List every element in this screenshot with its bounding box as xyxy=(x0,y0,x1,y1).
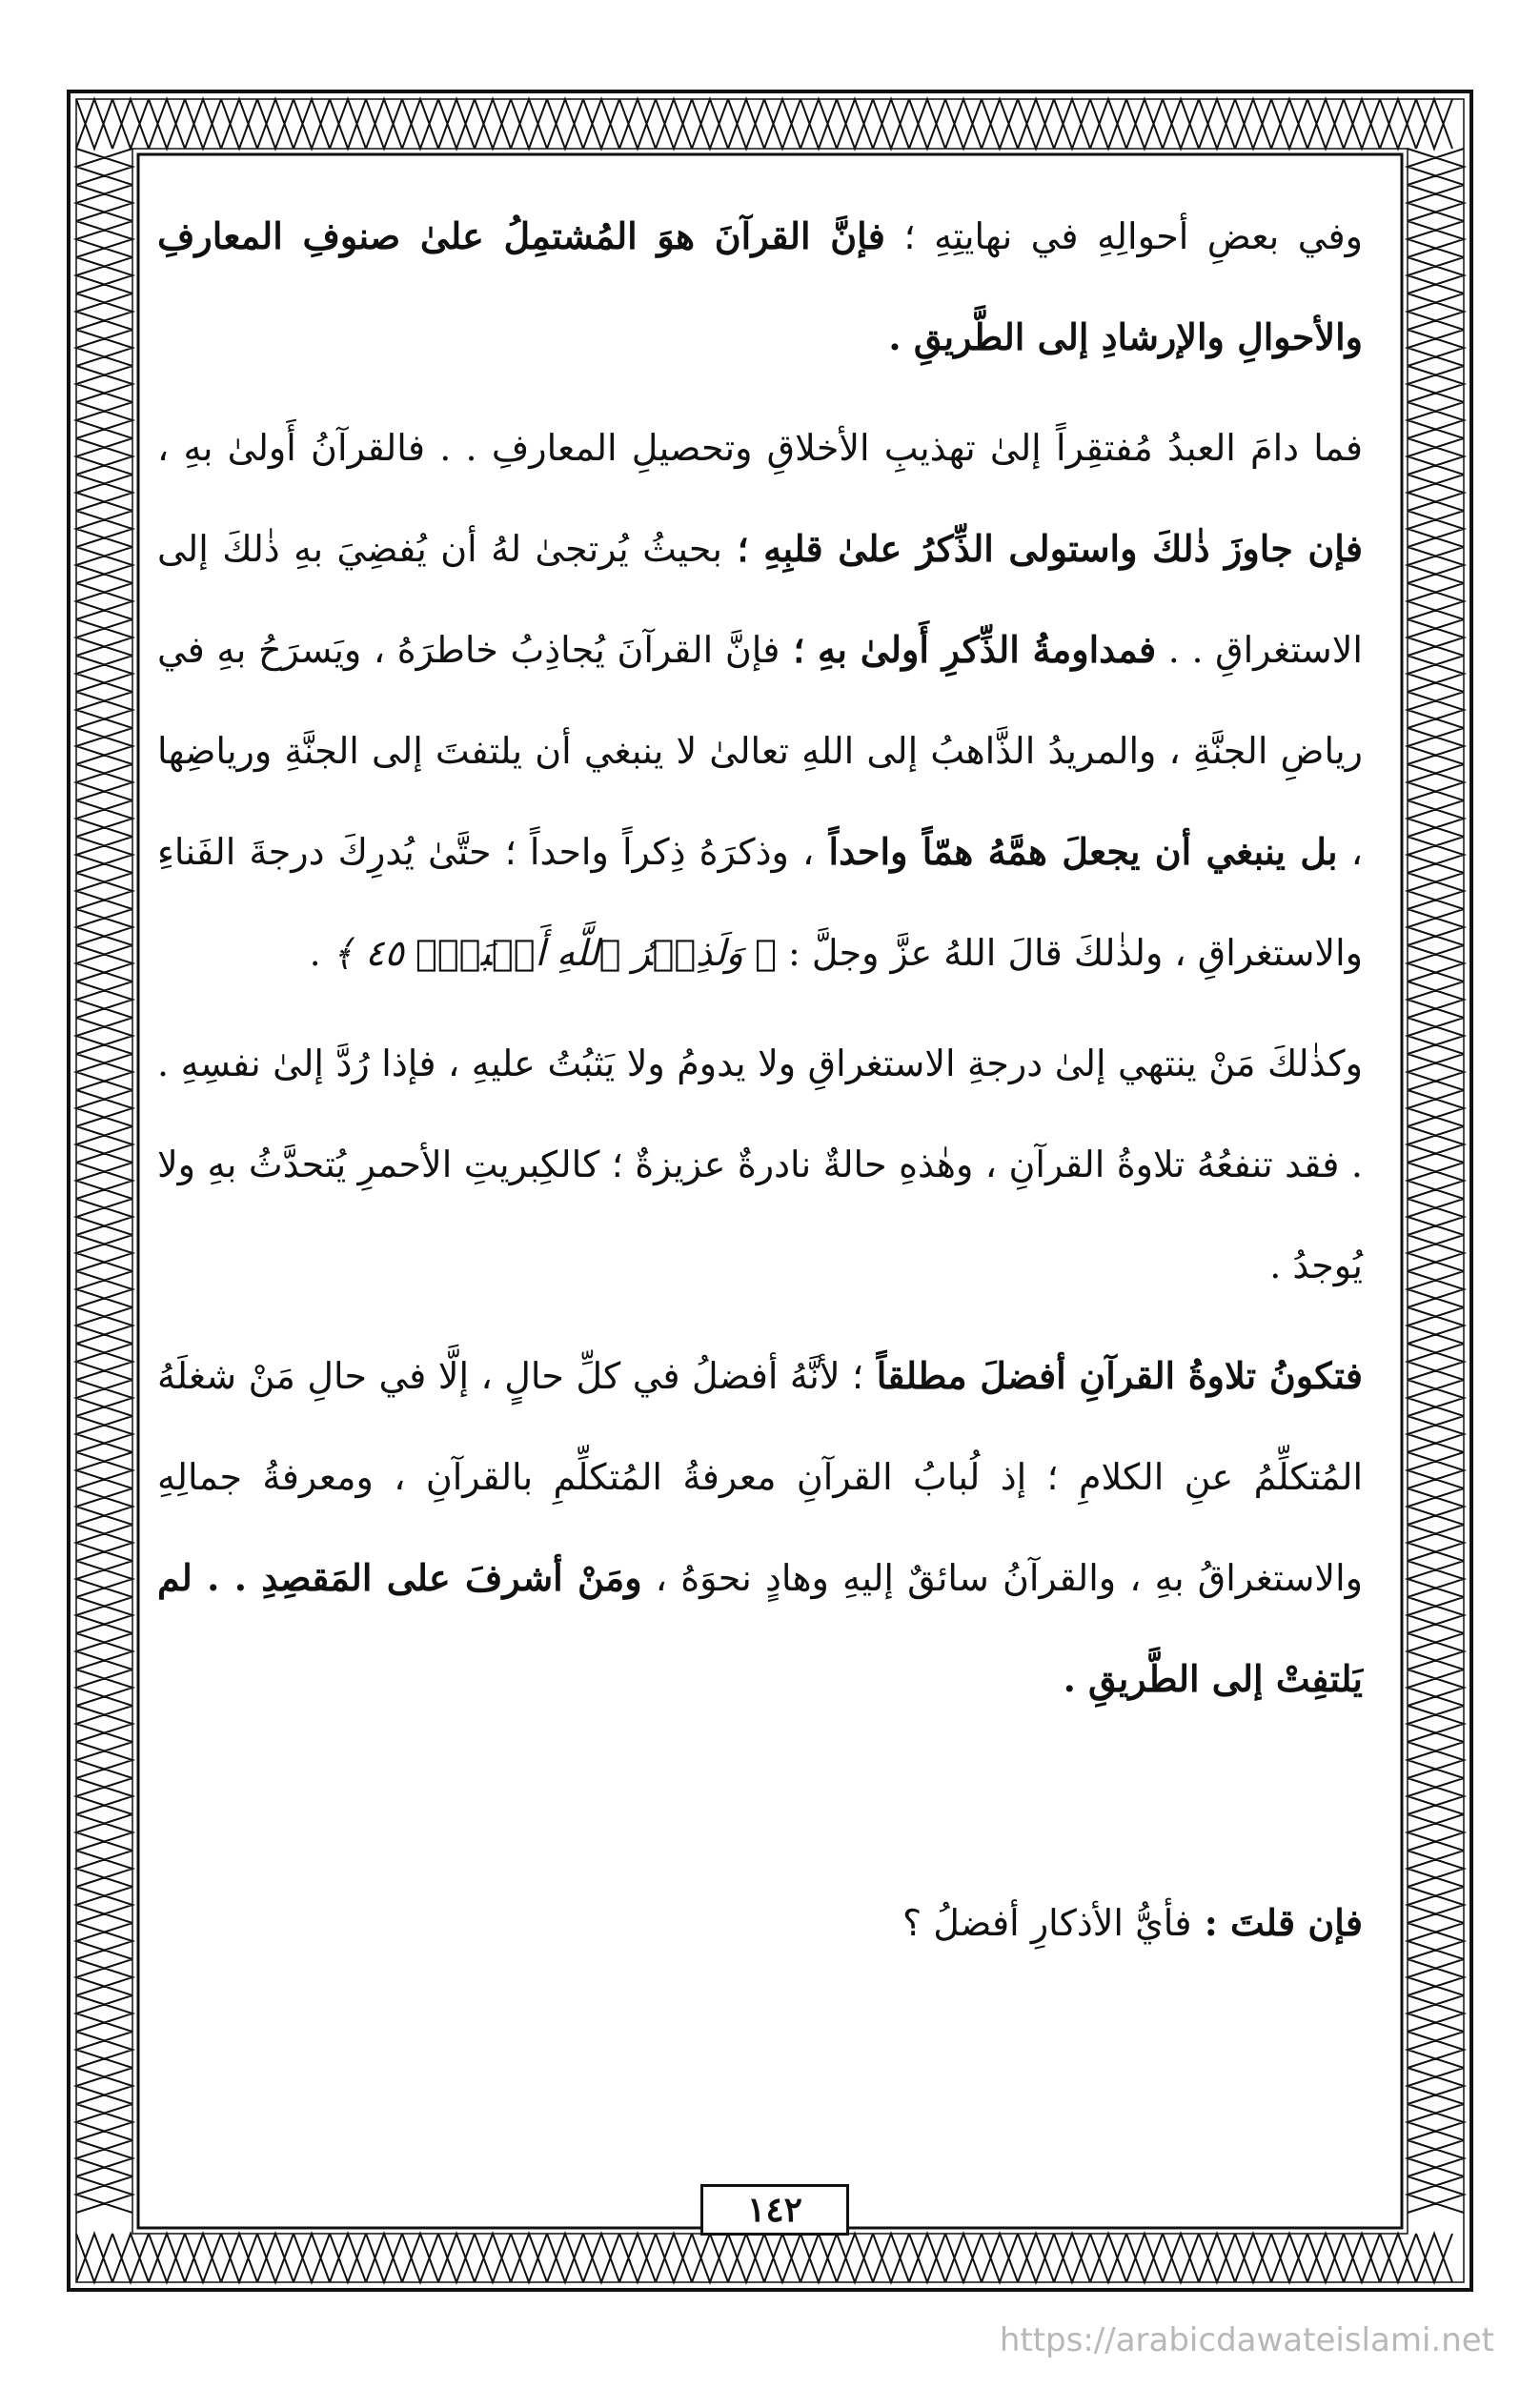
bold-text: بل ينبغي أن يجعلَ همَّهُ همّاً واحداً xyxy=(814,830,1338,873)
bold-text: فتكونُ تلاوةُ القرآنِ أفضلَ مطلقاً xyxy=(863,1354,1363,1397)
paragraph xyxy=(157,186,1363,388)
text-segment: وكذٰلكَ مَنْ ينتهي إلىٰ درجةِ الاستغراقِ ولا يدومُ ولا يَثبُتُ عليهِ ، فإذا رُدَّ إلىٰ نفسِهِ . . فقد تنفعُهُ تلاوةُ القرآنِ ، وهٰذهِ حالةٌ نادرةٌ عزيزةٌ ؛ كالكِبريتِ الأحمرِ يُتحدَّثُ بهِ ولا يُوجدُ . xyxy=(157,1042,1363,1286)
page-number: ١٤٢ xyxy=(700,2184,849,2236)
text-segment: ، وذكرَهُ ذِكراً واحداً ؛ حتَّىٰ يُدرِكَ درجةَ الفَناءِ والاستغراقِ ، ولذٰلكَ قالَ اللهُ عزَّ وجلَّ : xyxy=(157,831,1363,974)
text-segment: ؛ لأنَّهُ أفضلُ في كلِّ حالٍ ، إلَّا في حالِ مَنْ شغلَهُ المُتكلِّمُ عنِ الكلامِ ؛ إذ لُبابُ القرآنِ معرفةُ المُتكلِّمِ بالقرآنِ ، ومعرفةُ جمالِهِ والاستغراقُ بهِ ، والقرآنُ سائقٌ إليهِ وهادٍ نحوَهُ ، xyxy=(157,1355,1363,1599)
paragraph xyxy=(157,397,1363,1003)
bold-text: فإن قلتَ : xyxy=(1191,1901,1363,1944)
text-segment: فأيُّ الأذكارِ أفضلُ ؟ xyxy=(902,1902,1192,1944)
text-segment: فإنَّ القرآنَ يُجاذِبُ خاطرَهُ ، ويَسرَحُ بهِ في رياضِ الجنَّةِ ، والمريدُ الذَّاهبُ إلى اللهِ تعالىٰ لا ينبغي أن يلتفتَ إلى الجنَّةِ ورياضِها ، xyxy=(157,629,1364,873)
page-body xyxy=(157,186,1363,1973)
text-segment: بحيثُ يُرتجىٰ لهُ أن يُفضِيَ بهِ ذٰلكَ إلى الاستغراقِ . . xyxy=(157,528,1363,671)
bold-text: فإنَّ القرآنَ هوَ المُشتمِلُ علىٰ صنوفِ المعارفِ والأحوالِ والإرشادِ إلى الطَّريقِ . xyxy=(157,214,1363,358)
paragraph xyxy=(157,1013,1363,1316)
source-watermark: https://arabicdawateislami.net xyxy=(999,2321,1494,2359)
paragraph xyxy=(157,1872,1363,1973)
text-segment: وفي بعضِ أحوالِهِ في نهايتِهِ ؛ xyxy=(884,215,1363,257)
bold-text: ومَنْ أشرفَ على المَقصِدِ . . لم يَلتفِتْ إلى الطَّريقِ . xyxy=(157,1556,1363,1700)
text-segment: . xyxy=(309,932,333,974)
text-segment: فما دامَ العبدُ مُفتقِراً إلىٰ تهذيبِ الأخلاقِ وتحصيلِ المعارفِ . . فالقرآنُ أَولىٰ بهِ ، xyxy=(157,427,1363,469)
quran-verse: ﴿ وَلَذِكۡرُ ٱللَّهِ أَكۡبَرُۗ ٤٥ ﴾ xyxy=(332,932,777,974)
paragraph xyxy=(157,1326,1363,1730)
bold-text: فإن جاوزَ ذٰلكَ واستولى الذِّكرُ علىٰ قلبِهِ ؛ xyxy=(721,527,1363,570)
bold-text: فمداومةُ الذِّكرِ أَولىٰ بهِ ؛ xyxy=(780,628,1157,671)
